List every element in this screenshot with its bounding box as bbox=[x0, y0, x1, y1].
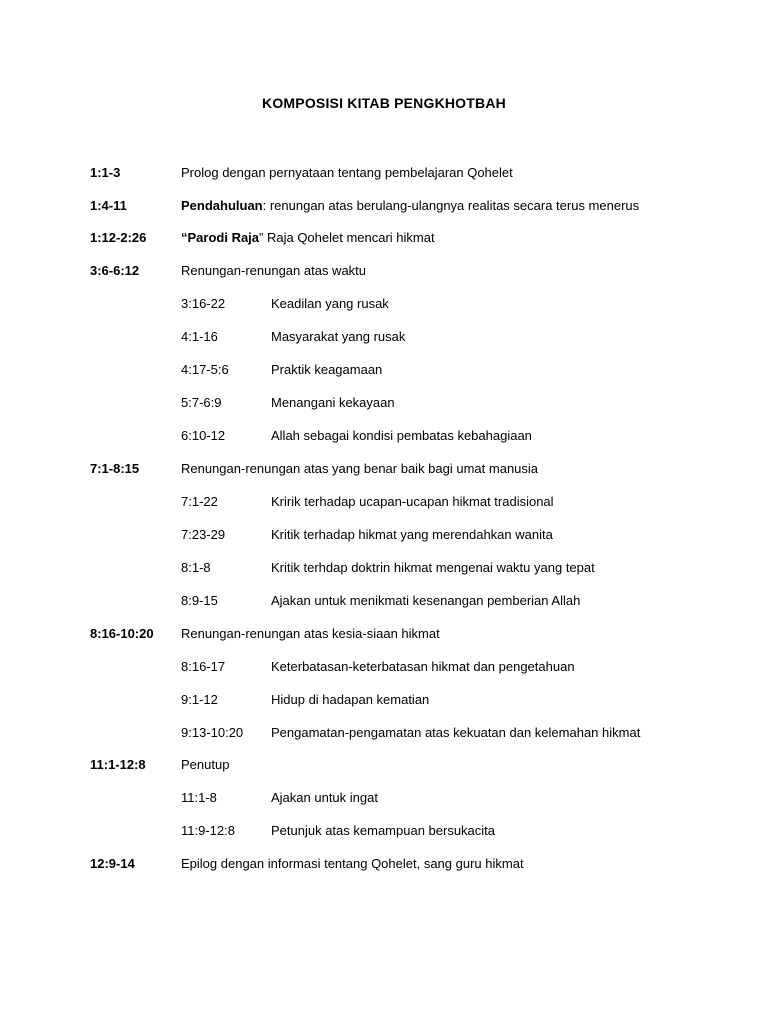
verse-reference: 7:1-22 bbox=[181, 494, 218, 509]
outline-entry bbox=[0, 164, 768, 182]
entry-text bbox=[181, 229, 435, 247]
outline-subentry bbox=[0, 822, 768, 840]
outline-subentry bbox=[0, 559, 768, 577]
entry-text-rest: ” Raja Qohelet mencari hikmat bbox=[259, 230, 435, 245]
outline-subentry bbox=[0, 295, 768, 313]
entry-text: Renungan-renungan atas kesia-siaan hikmat bbox=[181, 626, 440, 641]
entry-text: Prolog dengan pernyataan tentang pembelajaran Qohelet bbox=[181, 165, 513, 180]
verse-reference: 8:16-17 bbox=[181, 659, 226, 674]
entry-text: Masyarakat yang rusak bbox=[271, 329, 406, 344]
outline-entry bbox=[0, 756, 768, 774]
entry-text: Epilog dengan informasi tentang Qohelet, sang guru hikmat bbox=[181, 856, 524, 871]
outline-entry bbox=[0, 855, 768, 873]
verse-reference: 4:17-5:6 bbox=[181, 362, 229, 377]
entry-text: Keadilan yang rusak bbox=[271, 296, 389, 311]
verse-reference: 7:1-8:15 bbox=[90, 461, 140, 476]
entry-text: Petunjuk atas kemampuan bersukacita bbox=[271, 823, 496, 838]
verse-reference: 7:23-29 bbox=[181, 527, 226, 542]
entry-text-rest: : renungan atas berulang-ulangnya realitas secara terus menerus bbox=[262, 198, 640, 213]
outline-subentry bbox=[0, 361, 768, 379]
document-title: KOMPOSISI KITAB PENGKHOTBAH bbox=[262, 95, 506, 111]
entry-text: Ajakan untuk ingat bbox=[271, 790, 378, 805]
entry-text: Penutup bbox=[181, 757, 230, 772]
outline-subentry bbox=[0, 427, 768, 445]
verse-reference: 8:16-10:20 bbox=[90, 626, 154, 641]
verse-reference: 1:1-3 bbox=[90, 165, 121, 180]
verse-reference: 8:9-15 bbox=[181, 593, 218, 608]
outline-subentry bbox=[0, 724, 768, 742]
entry-text: Praktik keagamaan bbox=[271, 362, 383, 377]
verse-reference: 4:1-16 bbox=[181, 329, 218, 344]
entry-text: Kritik terhdap doktrin hikmat mengenai waktu yang tepat bbox=[271, 560, 595, 575]
outline-subentry bbox=[0, 658, 768, 676]
entry-text: Keterbatasan-keterbatasan hikmat dan pengetahuan bbox=[271, 659, 575, 674]
verse-reference: 8:1-8 bbox=[181, 560, 211, 575]
verse-reference: 11:1-8 bbox=[181, 790, 217, 805]
outline-entry bbox=[0, 197, 768, 215]
verse-reference: 1:12-2:26 bbox=[90, 230, 147, 245]
entry-text: Kritik terhadap hikmat yang merendahkan wanita bbox=[271, 527, 553, 542]
entry-text: Hidup di hadapan kematian bbox=[271, 692, 430, 707]
verse-reference: 6:10-12 bbox=[181, 428, 226, 443]
outline-subentry bbox=[0, 691, 768, 709]
verse-reference: 9:1-12 bbox=[181, 692, 218, 707]
entry-emphasis: “Parodi Raja bbox=[181, 230, 260, 245]
entry-text: Allah sebagai kondisi pembatas kebahagiaan bbox=[271, 428, 532, 443]
verse-reference: 11:9-12:8 bbox=[181, 823, 235, 838]
outline-subentry bbox=[0, 328, 768, 346]
entry-text: Renungan-renungan atas yang benar baik bagi umat manusia bbox=[181, 461, 539, 476]
entry-text: Menangani kekayaan bbox=[271, 395, 395, 410]
verse-reference: 1:4-11 bbox=[90, 198, 127, 213]
outline-entry bbox=[0, 229, 768, 247]
outline-subentry bbox=[0, 394, 768, 412]
entry-text: Renungan-renungan atas waktu bbox=[181, 263, 367, 278]
outline-subentry bbox=[0, 526, 768, 544]
entry-text: Kririk terhadap ucapan-ucapan hikmat tradisional bbox=[271, 494, 554, 509]
verse-reference: 11:1-12:8 bbox=[90, 757, 146, 772]
outline-entry bbox=[0, 625, 768, 643]
verse-reference: 3:16-22 bbox=[181, 296, 226, 311]
outline-subentry bbox=[0, 493, 768, 511]
entry-text bbox=[181, 197, 639, 215]
entry-text: Ajakan untuk menikmati kesenangan pemberian Allah bbox=[271, 593, 581, 608]
outline-entry bbox=[0, 460, 768, 478]
outline-subentry bbox=[0, 592, 768, 610]
outline-subentry bbox=[0, 789, 768, 807]
verse-reference: 9:13-10:20 bbox=[181, 725, 244, 740]
verse-reference: 3:6-6:12 bbox=[90, 263, 140, 278]
entry-emphasis: Pendahuluan bbox=[181, 198, 263, 213]
verse-reference: 12:9-14 bbox=[90, 856, 135, 871]
entry-text: Pengamatan-pengamatan atas kekuatan dan kelemahan hikmat bbox=[271, 725, 641, 740]
outline-entry bbox=[0, 262, 768, 280]
verse-reference: 5:7-6:9 bbox=[181, 395, 222, 410]
